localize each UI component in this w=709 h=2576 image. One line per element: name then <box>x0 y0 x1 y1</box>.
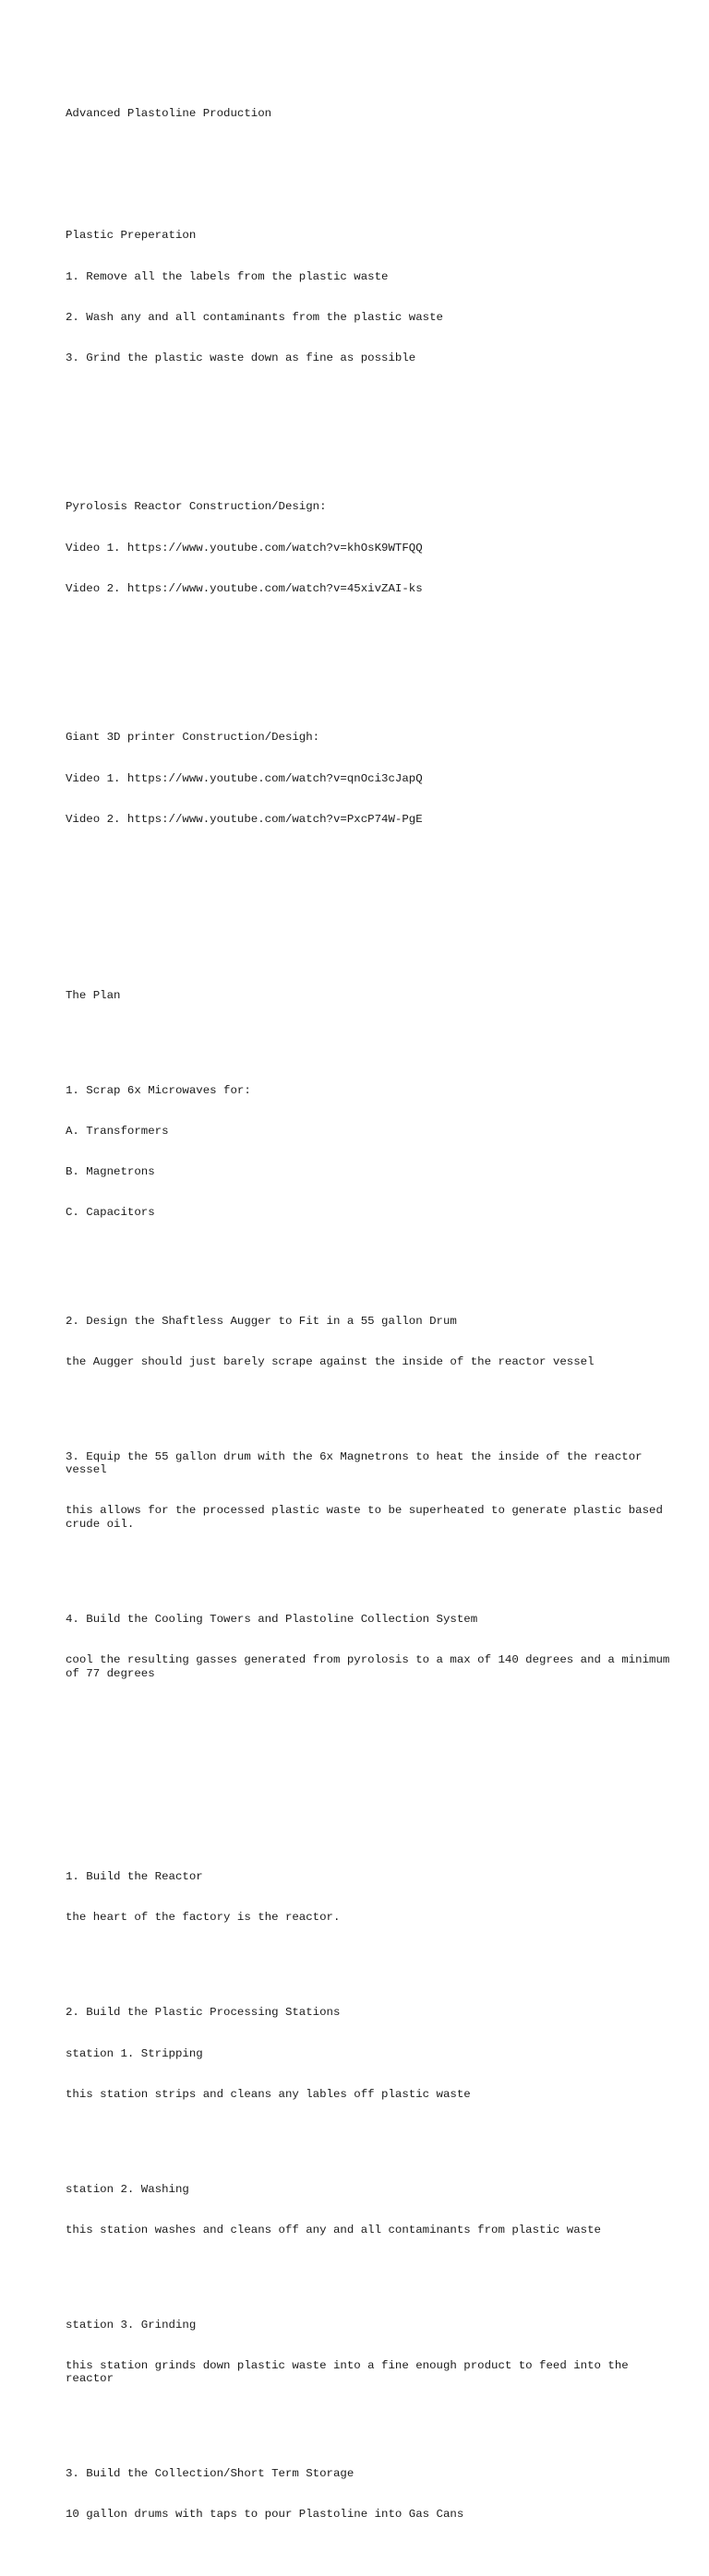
spacer <box>66 148 675 161</box>
spacer <box>66 1558 675 1572</box>
spacer <box>66 1396 675 1410</box>
section-heading: Plastic Preperation <box>66 229 197 243</box>
pyrolysis-section <box>66 473 675 623</box>
section-heading: The Plan <box>66 988 121 1002</box>
station-name: station 1. Stripping <box>66 2046 203 2060</box>
prep-step: 2. Wash any and all contaminants from the plastic waste <box>66 310 443 324</box>
build-section <box>66 1843 675 2549</box>
build-step-note: the heart of the factory is the reactor. <box>66 1911 341 1925</box>
document-page <box>66 66 675 2576</box>
spacer <box>66 1735 675 1803</box>
build-step-note: 10 gallon drums with taps to pour Plastoline into Gas Cans <box>66 2508 464 2522</box>
video-link: Video 1. https://www.youtube.com/watch?v=qnOci3cJapQ <box>66 771 423 785</box>
build-step-title: 1. Build the Reactor <box>66 1870 203 1884</box>
station-name: station 3. Grinding <box>66 2318 197 2332</box>
document-title: Advanced Plastoline Production <box>66 107 272 121</box>
video-link: Video 1. https://www.youtube.com/watch?v=khOsK9WTFQQ <box>66 541 423 555</box>
plan-step-title: 3. Equip the 55 gallon drum with the 6x Magnetrons to heat the inside of the reactor vessel <box>66 1449 650 1477</box>
prep-step: 3. Grind the plastic waste down as fine as possible <box>66 351 416 364</box>
video-link: Video 2. https://www.youtube.com/watch?v=PxcP74W-PgE <box>66 812 423 826</box>
spacer <box>66 2264 675 2278</box>
spacer <box>66 880 675 921</box>
plan-step-title: 4. Build the Cooling Towers and Plastoline Collection System <box>66 1613 478 1627</box>
plan-list-item: A. Transformers <box>66 1124 169 1138</box>
prep-step: 1. Remove all the labels from the plastic waste <box>66 269 389 283</box>
spacer <box>66 419 675 433</box>
plan-step-title: 1. Scrap 6x Microwaves for: <box>66 1083 251 1097</box>
station-description: this station strips and cleans any lables off plastic waste <box>66 2087 471 2101</box>
station-description: this station washes and cleans off any and all contaminants from plastic waste <box>66 2223 601 2236</box>
spacer <box>66 1952 675 1966</box>
spacer <box>66 650 675 663</box>
station-description: this station grinds down plastic waste into a fine enough product to feed into the reactor <box>66 2358 636 2386</box>
plan-list-item: B. Magnetrons <box>66 1164 155 1178</box>
build-step-title: 3. Build the Collection/Short Term Storage <box>66 2467 354 2481</box>
spacer <box>66 1246 675 1273</box>
build-step-title: 2. Build the Plastic Processing Stations <box>66 2006 341 2020</box>
video-link: Video 2. https://www.youtube.com/watch?v=45xivZAI-ks <box>66 581 423 595</box>
plan-step-note: this allows for the processed plastic waste to be superheated to generate plastic based crude oil. <box>66 1504 670 1532</box>
section-heading: Pyrolosis Reactor Construction/Design: <box>66 500 327 514</box>
printer-section <box>66 704 675 853</box>
plan-step-note: cool the resulting gasses generated from pyrolosis to a max of 140 degrees and a minimum of 77 degrees <box>66 1653 677 1680</box>
plan-step-note: the Augger should just barely scrape against the inside of the reactor vessel <box>66 1354 595 1368</box>
plan-list-item: C. Capacitors <box>66 1205 155 1219</box>
plan-section <box>66 961 675 1708</box>
spacer <box>66 1030 675 1044</box>
plan-step-title: 2. Design the Shaftless Augger to Fit in a 55 gallon Drum <box>66 1314 457 1328</box>
section-heading: Giant 3D printer Construction/Desigh: <box>66 731 320 745</box>
spacer <box>66 2129 675 2142</box>
spacer <box>66 2413 675 2427</box>
station-name: station 2. Washing <box>66 2182 189 2196</box>
plastic-preparation-section <box>66 202 675 392</box>
